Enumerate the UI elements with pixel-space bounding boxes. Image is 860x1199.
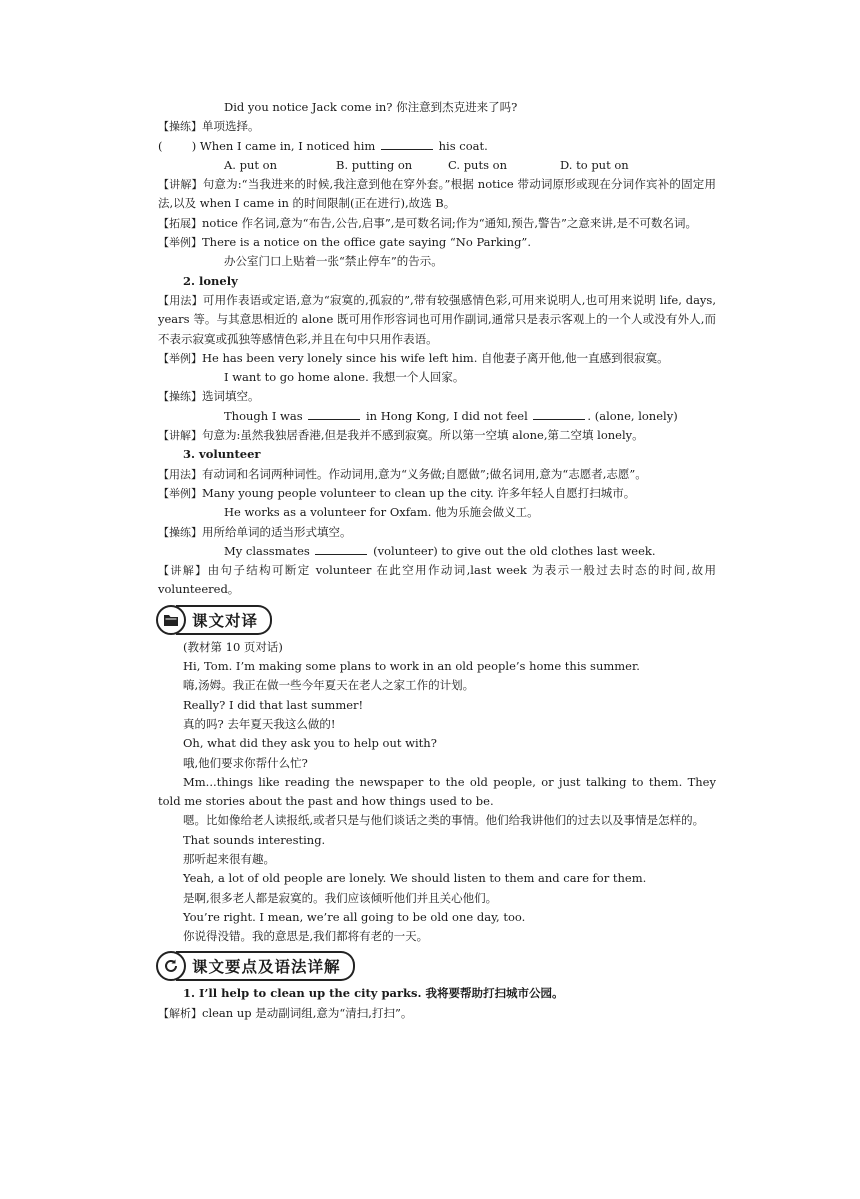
fill-blank-2[interactable]	[533, 407, 585, 420]
explain-text: 句意为:“当我进来的时候,我注意到他在穿外套。”根据 notice 带动词原形或现在分词作宾补的固定用法,以及 when I came in 的时间限制(正在进行),故选 B。	[158, 177, 716, 211]
explain-text: 句意为:虽然我独居香港,但是我并不感到寂寞。所以第一空填 alone,第二空填 lonely。	[202, 428, 644, 443]
example-1: Many young people volunteer to clean up the city. 许多年轻人自愿打扫城市。	[202, 485, 636, 500]
dialog-line: 嗨,汤姆。我正在做一些今年夏天在老人之家工作的计划。	[183, 678, 475, 693]
answer-blank[interactable]	[381, 137, 433, 150]
example-tag: 【举例】	[158, 486, 202, 500]
usage-text: 有动词和名词两种词性。作动词用,意为“义务做;自愿做”;做名词用,意为“志愿者,志愿”。	[202, 466, 647, 481]
notice-practice	[158, 117, 716, 136]
dialog-line: 是啊,很多老人都是寂寞的。我们应该倾听他们并且关心他们。	[183, 890, 498, 905]
volunteer-usage	[158, 465, 716, 484]
notice-options	[158, 156, 716, 175]
grammar-analysis	[158, 1004, 716, 1023]
dialog-line: Oh, what did they ask you to help out with?	[183, 736, 437, 751]
dialog-line: Yeah, a lot of old people are lonely. We should listen to them and care for them.	[183, 871, 647, 886]
notice-example	[158, 233, 716, 252]
dialog-line: Mm...things like reading the newspaper to the old people, or just talking to them. They told me stories about the past and how things used to be.	[158, 774, 716, 809]
volunteer-example-2: He works as a volunteer for Oxfam. 他为乐施会做义工。	[224, 505, 539, 520]
question-post: his coat.	[438, 138, 488, 153]
expand-text: notice 作名词,意为“布告,公告,启事”,是可数名词;作为“通知,预告,警告”之意来讲,是不可数名词。	[202, 215, 698, 230]
example-1: He has been very lonely since his wife left him. 自他妻子离开他,他一直感到很寂寞。	[202, 350, 669, 365]
dialog-line: 嗯。比如像给老人读报纸,或者只是与他们谈话之类的事情。他们给我讲他们的过去以及事情是怎样的。	[183, 813, 705, 828]
fill-blank[interactable]	[315, 542, 367, 555]
dialog-line: Hi, Tom. I’m making some plans to work in an old people’s home this summer.	[183, 659, 640, 674]
explain-tag: 【讲解】	[158, 178, 203, 192]
usage-tag: 【用法】	[158, 293, 203, 307]
dialog-line: 你说得没错。我的意思是,我们都将有老的一天。	[183, 929, 429, 944]
analysis-tag: 【解析】	[158, 1006, 202, 1020]
notice-example-cn: 办公室门口上贴着一张“禁止停车”的告示。	[224, 254, 443, 269]
practice-text: 选词填空。	[202, 389, 260, 404]
dialog-line: You’re right. I mean, we’re all going to be old one day, too.	[183, 909, 526, 924]
notice-explain	[158, 175, 716, 214]
page-content	[158, 98, 716, 1023]
fill-pre: Though I was	[224, 408, 303, 423]
explain-tag: 【讲解】	[158, 429, 202, 443]
lonely-heading: 2. lonely	[183, 273, 238, 288]
option-b[interactable]: B. putting on	[336, 157, 413, 172]
grammar-point-1: 1. I’ll help to clean up the city parks. 我将要帮助打扫城市公园。	[183, 986, 564, 1001]
example-tag: 【举例】	[158, 236, 202, 250]
dialog-line: 哦,他们要求你帮什么忙?	[183, 755, 308, 770]
dialog-line: 那听起来很有趣。	[183, 851, 275, 866]
fill-post: . (alone, lonely)	[587, 408, 678, 423]
expand-tag: 【拓展】	[158, 216, 202, 230]
lonely-usage	[158, 291, 716, 349]
option-a[interactable]: A. put on	[224, 157, 277, 172]
lonely-fill	[158, 407, 716, 426]
volunteer-heading: 3. volunteer	[183, 447, 261, 462]
volunteer-practice	[158, 523, 716, 542]
option-d[interactable]: D. to put on	[560, 157, 629, 172]
practice-tag: 【操练】	[158, 390, 202, 404]
fill-blank-1[interactable]	[308, 407, 360, 420]
practice-tag: 【操练】	[158, 120, 202, 134]
folder-icon	[156, 605, 186, 635]
usage-text: 可用作表语或定语,意为“寂寞的,孤寂的”,带有较强感情色彩,可用来说明人,也可用来说明 life, days, years 等。与其意思相近的 alone 既可用作形容词也可用作副词,通常只是表示客观上的一个人或没有外人,而不表示寂寞或孤独等感情色彩,并且在句中只用作表语。	[158, 292, 716, 346]
notice-expand	[158, 214, 716, 233]
fill-pre: My classmates	[224, 543, 310, 558]
notice-example-question: Did you notice Jack come in? 你注意到杰克进来了吗?	[224, 100, 518, 114]
fill-post: (volunteer) to give out the old clothes last week.	[373, 543, 656, 558]
practice-text: 单项选择。	[202, 119, 260, 134]
dialog-line: Really? I did that last summer!	[183, 697, 364, 712]
answer-paren[interactable]: ( )	[158, 138, 197, 153]
explain-text: 由句子结构可断定 volunteer 在此空用作动词,last week 为表示一般过去时态的时间,故用 volunteered。	[158, 563, 716, 597]
option-c[interactable]: C. puts on	[448, 157, 507, 172]
notice-question	[158, 137, 716, 156]
example-tag: 【举例】	[158, 351, 202, 365]
example-en: There is a notice on the office gate saying “No Parking”.	[202, 235, 531, 250]
lonely-example	[158, 349, 716, 368]
question-pre: When I came in, I noticed him	[199, 138, 376, 153]
usage-tag: 【用法】	[158, 467, 202, 481]
dialog-line: 真的吗? 去年夏天我这么做的!	[183, 716, 336, 731]
section-header-translation	[156, 606, 716, 634]
explain-tag: 【讲解】	[158, 564, 208, 578]
practice-tag: 【操练】	[158, 525, 202, 539]
lonely-explain	[158, 426, 716, 445]
translation-source: (教材第 10 页对话)	[183, 639, 283, 654]
dialog-line: That sounds interesting.	[183, 832, 326, 847]
volunteer-example	[158, 484, 716, 503]
analysis-text: clean up 是动副词组,意为“清扫,打扫”。	[202, 1005, 413, 1020]
section-title: 课文要点及语法详解	[176, 951, 355, 981]
lonely-practice	[158, 387, 716, 406]
section-title: 课文对译	[176, 605, 272, 635]
section-header-grammar	[156, 952, 716, 980]
fill-mid: in Hong Kong, I did not feel	[365, 408, 528, 423]
volunteer-fill	[158, 542, 716, 561]
practice-text: 用所给单词的适当形式填空。	[202, 524, 352, 539]
volunteer-explain	[158, 561, 716, 600]
lonely-example-2: I want to go home alone. 我想一个人回家。	[224, 370, 465, 385]
